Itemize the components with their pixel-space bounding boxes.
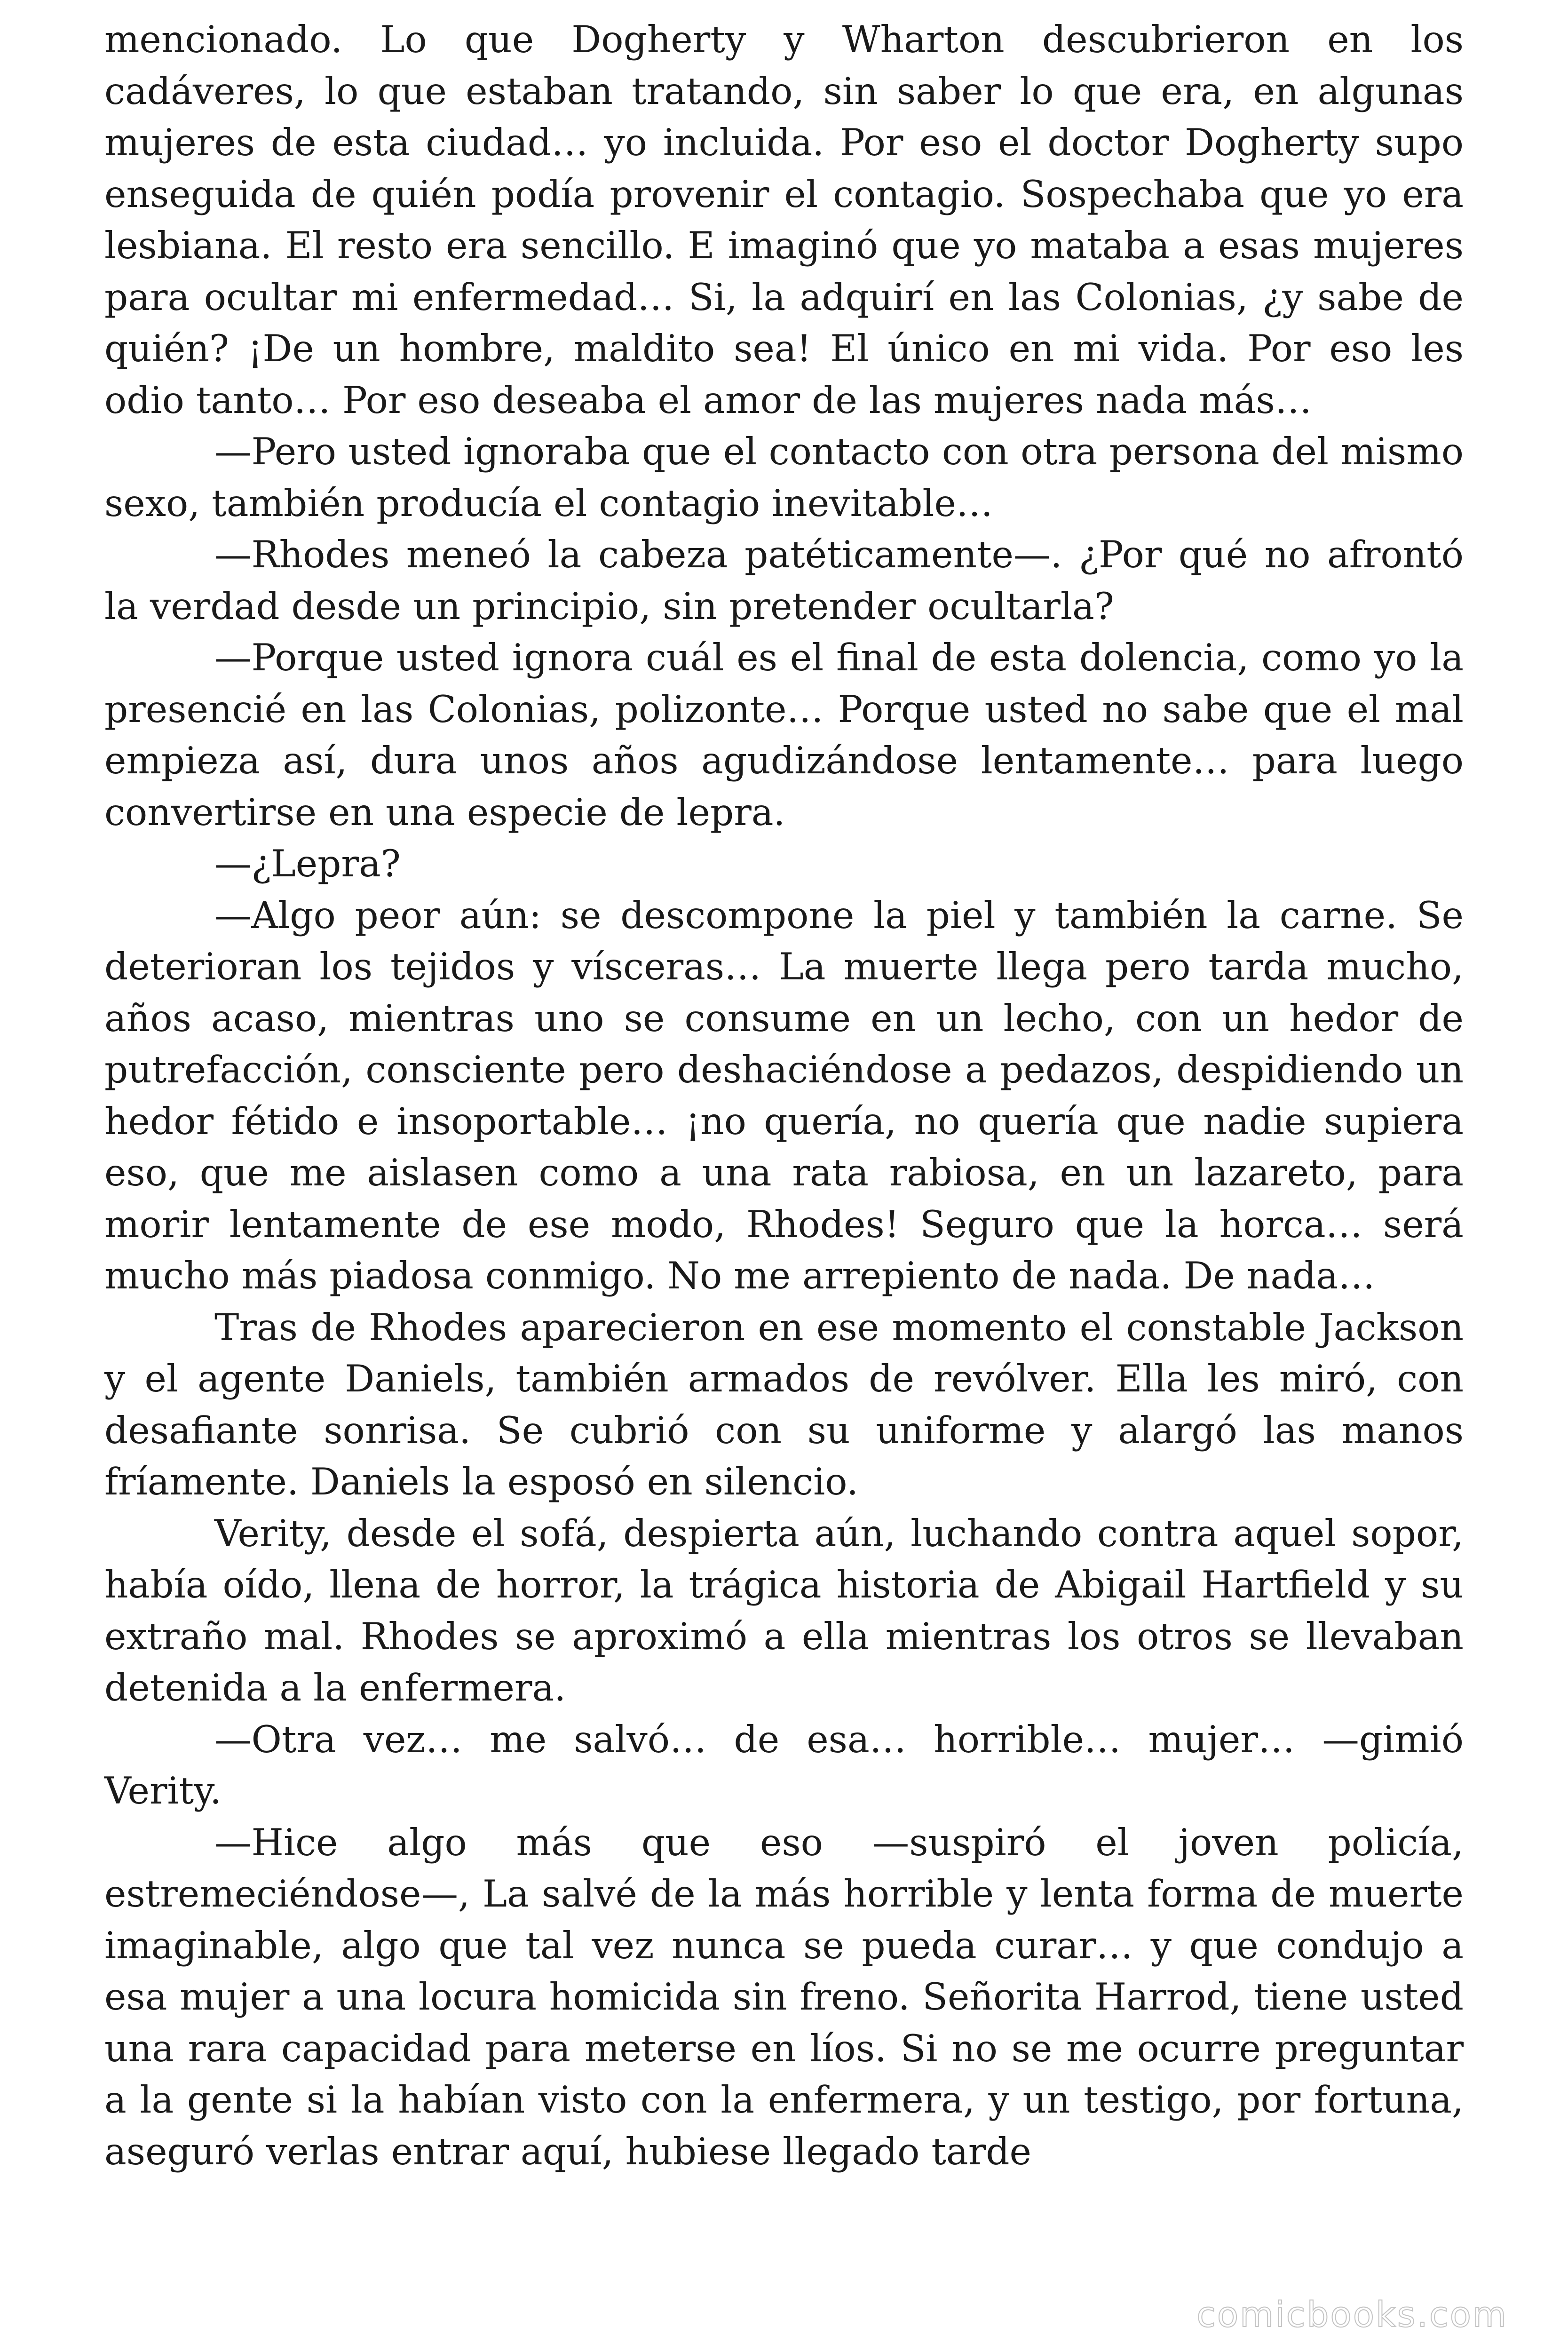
paragraph: —Hice algo más que eso —suspiró el joven policía, estremeciéndose—, La salvé de la más horrible y lenta forma de muerte imaginable, algo que tal vez nunca se pueda curar… y que condujo a esa mujer a una locura homicida sin freno. Señorita Harrod, tiene usted una rara capacidad para meterse en líos. Si no se me ocurre preguntar a la gente si la habían visto con la enfermera, y un testigo, por fortuna, aseguró verlas entrar aquí, hubiese llegado tarde (104, 1820, 1464, 2173)
paragraph: —¿Lepra? (214, 842, 401, 885)
paragraph: —Otra vez… me salvó… de esa… horrible… mujer… —gimió Verity. (104, 1717, 1464, 1812)
paragraph: mencionado. Lo que Dogherty y Wharton descubrieron en los cadáveres, lo que estaban tratando, sin saber lo que era, en algunas mujeres de esta ciudad… yo incluida. Por eso el doctor Dogherty supo enseguida de quién podía provenir el contagio. Sospechaba que yo era lesbiana. El resto era sencillo. E imaginó que yo mataba a esas mujeres para ocultar mi enfermedad… Si, la adquirí en las Colonias, ¿y sabe de quién? ¡De un hombre, maldito sea! El único en mi vida. Por eso les odio tanto… Por eso deseaba el amor de las mujeres nada más… (104, 18, 1464, 422)
book-page-text (104, 14, 1464, 2177)
watermark: comicbooks.com (1196, 2295, 1508, 2335)
paragraph: —Algo peor aún: se descompone la piel y también la carne. Se deterioran los tejidos y vísceras… La muerte llega pero tarda mucho, años acaso, mientras uno se consume en un lecho, con un hedor de putrefacción, consciente pero deshaciéndose a pedazos, despidiendo un hedor fétido e insoportable… ¡no quería, no quería que nadie supiera eso, que me aislasen como a una rata rabiosa, en un lazareto, para morir lentamente de ese modo, Rhodes! Seguro que la horca… será mucho más piadosa conmigo. No me arrepiento de nada. De nada… (104, 893, 1464, 1297)
paragraph: Tras de Rhodes aparecieron en ese momento el constable Jackson y el agente Daniels, también armados de revólver. Ella les miró, con desafiante sonrisa. Se cubrió con su uniforme y alargó las manos fríamente. Daniels la esposó en silencio. (104, 1305, 1464, 1503)
paragraph: —Rhodes meneó la cabeza patéticamente—. ¿Por qué no afrontó la verdad desde un principio, sin pretender ocultarla? (104, 533, 1464, 628)
paragraph: Verity, desde el sofá, despierta aún, luchando contra aquel sopor, había oído, llena de horror, la trágica historia de Abigail Hartfield y su extraño mal. Rhodes se aproximó a ella mientras los otros se llevaban detenida a la enfermera. (104, 1511, 1464, 1709)
paragraph: —Porque usted ignora cuál es el final de esta dolencia, como yo la presencié en las Colonias, polizonte… Porque usted no sabe que el mal empieza así, dura unos años agudizándose lentamente… para luego convertirse en una especie de lepra. (104, 636, 1464, 834)
paragraph: —Pero usted ignoraba que el contacto con otra persona del mismo sexo, también producía el contagio inevitable… (104, 430, 1464, 525)
